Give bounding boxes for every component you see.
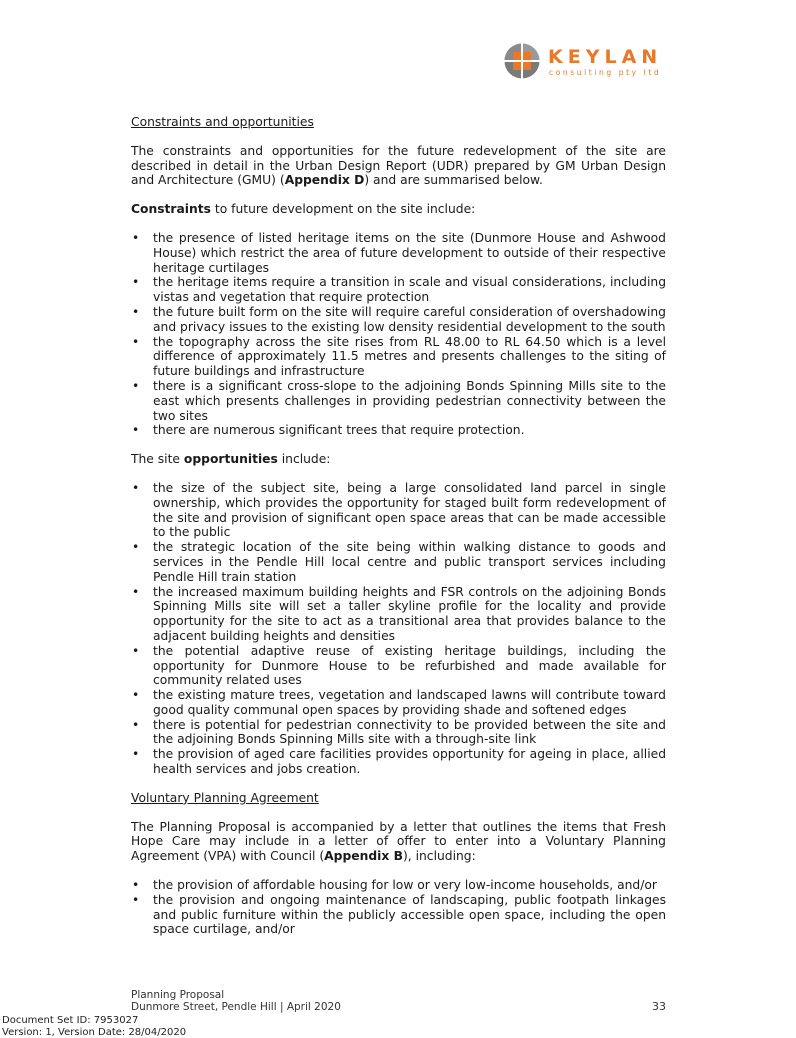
list-item: • the presence of listed heritage items on the site (Dunmore House and Ashwood House) which restrict the area of future development to outside of their respective heritage curtilages xyxy=(131,231,666,275)
constraints-label: Constraints xyxy=(131,202,211,216)
vpa-intro-paragraph xyxy=(131,820,666,864)
list-item: • there is a significant cross-slope to the adjoining Bonds Spinning Mills site to the east which presents challenges in providing pedestrian connectivity between the two sites xyxy=(131,379,666,423)
constraints-lead xyxy=(131,202,666,217)
list-item: • the existing mature trees, vegetation and landscaped lawns will contribute toward good quality communal open spaces by providing shade and softened edges xyxy=(131,688,666,718)
list-item: • the provision of affordable housing for low or very low-income households, and/or xyxy=(131,878,666,893)
text-span: include: xyxy=(278,452,331,466)
constraints-intro-paragraph xyxy=(131,144,666,188)
document-set-stamp xyxy=(2,1015,186,1038)
page-number: 33 xyxy=(652,1001,666,1013)
vpa-list xyxy=(131,878,666,937)
list-item: • the size of the subject site, being a large consolidated land parcel in single ownership, which provides the opportunity for staged built form redevelopment of the site and provision of significant open space areas that can be made accessible to the public xyxy=(131,481,666,540)
list-item: • the strategic location of the site being within walking distance to goods and services in the Pendle Hill local centre and public transport services including Pendle Hill train station xyxy=(131,540,666,584)
opportunities-list xyxy=(131,481,666,777)
text-span: ), including: xyxy=(403,849,476,863)
section-heading-vpa: Voluntary Planning Agreement xyxy=(131,791,666,806)
footer-doc-title: Planning Proposal xyxy=(131,989,666,1001)
appendix-b-ref: Appendix B xyxy=(324,849,403,863)
list-item: • the increased maximum building heights and FSR controls on the adjoining Bonds Spinning Mills site will set a taller skyline profile for the locality and provide opportunity for the site to act as a transitional area that provides balance to the adjacent building heights and densities xyxy=(131,585,666,644)
opportunities-label: opportunities xyxy=(184,452,278,466)
list-item: • the provision and ongoing maintenance of landscaping, public footpath linkages and public furniture within the publicly accessible open space, including the open space curtilage, and/or xyxy=(131,893,666,937)
list-item: • the future built form on the site will require careful consideration of overshadowing and privacy issues to the existing low density residential development to the south xyxy=(131,305,666,335)
list-item: • there is potential for pedestrian connectivity to be provided between the site and the adjoining Bonds Spinning Mills site with a through-site link xyxy=(131,718,666,748)
list-item: • the heritage items require a transition in scale and visual considerations, including vistas and vegetation that require protection xyxy=(131,275,666,305)
opportunities-lead xyxy=(131,452,666,467)
text-span: The Planning Proposal is accompanied by a letter that outlines the items that Fresh Hope Care may include in a letter of offer to enter into a Voluntary Planning Agreement (VPA) with Council ( xyxy=(131,820,666,864)
text-span: The constraints and opportunities for the future redevelopment of the site are described in detail in the Urban Design Report (UDR) prepared by GM Urban Design and Architecture (GMU) ( xyxy=(131,144,666,188)
text-span: ) and are summarised below. xyxy=(364,173,543,187)
list-item: • the topography across the site rises from RL 48.00 to RL 64.50 which is a level difference of approximately 11.5 metres and presents challenges to the siting of future buildings and infrastructure xyxy=(131,335,666,379)
keylan-logo-mark-icon xyxy=(504,43,540,79)
document-set-id: Document Set ID: 7953027 xyxy=(2,1015,186,1027)
logo-subtitle: consulting pty ltd xyxy=(549,68,661,77)
keylan-logo xyxy=(504,42,674,82)
text-span: The site xyxy=(131,452,184,466)
version-info: Version: 1, Version Date: 28/04/2020 xyxy=(2,1027,186,1038)
document-body xyxy=(131,115,666,937)
list-item: • the provision of aged care facilities provides opportunity for ageing in place, allied health services and jobs creation. xyxy=(131,747,666,777)
list-item: • there are numerous significant trees that require protection. xyxy=(131,423,666,438)
section-heading-constraints: Constraints and opportunities xyxy=(131,115,666,130)
text-span: to future development on the site include: xyxy=(211,202,475,216)
logo-wordmark: KEYLAN xyxy=(548,46,662,68)
appendix-d-ref: Appendix D xyxy=(285,173,365,187)
page-footer xyxy=(131,989,666,1013)
list-item: • the potential adaptive reuse of existing heritage buildings, including the opportunity for Dunmore House to be refurbished and made available for community related uses xyxy=(131,644,666,688)
constraints-list xyxy=(131,231,666,438)
footer-doc-subtitle: Dunmore Street, Pendle Hill | April 2020 xyxy=(131,1001,666,1013)
